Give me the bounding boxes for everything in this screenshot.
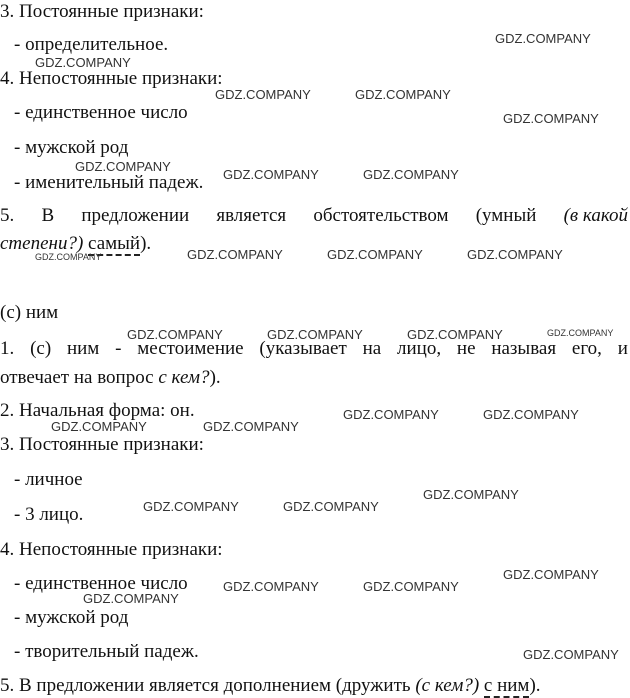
feature-item: - 3 лицо. [14,504,84,525]
text: 5. В предложении является дополнением (дружить [0,675,416,696]
watermark: GDZ.COMPANY [343,407,439,422]
feature-item: - мужской род [14,607,129,628]
word: на [362,338,382,359]
feature-item: - единственное число [14,102,188,123]
watermark: GDZ.COMPANY [363,579,459,594]
watermark: GDZ.COMPANY [503,111,599,126]
feature-item: - единственное число [14,573,188,594]
question-italic: (в какой [563,205,628,226]
word: (с) [30,338,52,359]
question-italic: с кем? [158,367,210,388]
sentence-role-line [0,674,630,698]
watermark: GDZ.COMPANY [495,31,591,46]
closing-text: ). [140,233,152,254]
word: - [115,338,122,359]
word: 5. [0,205,15,226]
word: местоимение [137,338,244,359]
word: его, [571,338,602,359]
watermark: GDZ.COMPANY [187,247,283,262]
watermark: GDZ.COMPANY [423,487,519,502]
word: не [456,338,476,359]
word: ним [66,338,100,359]
watermark: GDZ.COMPANY [223,167,319,182]
word: 1. [0,338,15,359]
watermark: GDZ.COMPANY [215,87,311,102]
underlined-word: с ним [483,675,530,696]
watermark: GDZ.COMPANY [51,419,147,434]
watermark: GDZ.COMPANY [503,567,599,582]
feature-item: - творительный падеж. [14,641,199,662]
text: отвечает на вопрос [0,367,159,388]
part-of-speech-line-cont [0,366,630,390]
sentence-role-line [0,204,628,228]
watermark: GDZ.COMPANY [283,499,379,514]
word: и [617,338,628,359]
word-heading: (с) ним [0,302,59,323]
word: является [216,205,287,226]
feature-item: - личное [14,469,83,490]
word: лицо, [397,338,442,359]
word: обстоятельством [313,205,449,226]
watermark: GDZ.COMPANY [327,247,423,262]
closing-text: ). [529,675,541,696]
watermark: GDZ.COMPANY [523,647,619,662]
feature-item: - определительное. [14,34,169,55]
heading-permanent-features: 3. Постоянные признаки: [0,1,204,22]
heading-permanent-features: 3. Постоянные признаки: [0,434,204,455]
underlined-word: самый [88,233,141,254]
initial-form-line: 2. Начальная форма: он. [0,400,195,421]
word: (указывает [259,338,347,359]
word: В [41,205,55,226]
watermark: GDZ.COMPANY [35,55,131,70]
question-italic: степени?) [0,233,84,254]
watermark: GDZ.COMPANY [483,407,579,422]
closing-text: ). [209,367,221,388]
watermark: GDZ.COMPANY [355,87,451,102]
watermark: GDZ.COMPANY [467,247,563,262]
heading-variable-features: 4. Непостоянные признаки: [0,539,223,560]
word: предложении [81,205,190,226]
feature-item: - именительный падеж. [14,172,204,193]
word: называя [491,338,557,359]
watermark: GDZ.COMPANY [267,327,363,342]
heading-variable-features: 4. Непостоянные признаки: [0,68,223,89]
watermark: GDZ.COMPANY [35,252,102,262]
feature-item: - мужской род [14,137,129,158]
word: (умный [475,205,537,226]
watermark: GDZ.COMPANY [143,499,239,514]
question-italic: (с кем?) [415,675,480,696]
watermark: GDZ.COMPANY [363,167,459,182]
watermark: GDZ.COMPANY [75,159,171,174]
watermark: GDZ.COMPANY [127,327,223,342]
watermark: GDZ.COMPANY [407,327,503,342]
watermark: GDZ.COMPANY [547,328,614,338]
watermark: GDZ.COMPANY [223,579,319,594]
watermark: GDZ.COMPANY [203,419,299,434]
watermark: GDZ.COMPANY [83,591,179,606]
